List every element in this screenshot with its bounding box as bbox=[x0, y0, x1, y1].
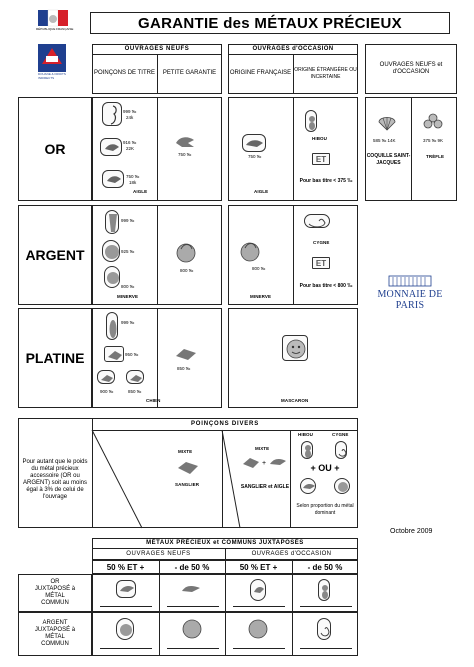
date-label: Octobre 2009 bbox=[390, 528, 433, 535]
dog-head-icon bbox=[98, 371, 116, 385]
juxta-or-hibou-punch bbox=[318, 579, 330, 601]
header-title-punch: POINÇONS DE TITRE bbox=[94, 69, 155, 76]
sanglier-label: SANGLIER bbox=[175, 482, 200, 487]
header-both-label: OUVRAGES NEUFS et d'OCCASION bbox=[379, 62, 443, 75]
boar-head-icon bbox=[241, 455, 261, 471]
divers-eagle-punch bbox=[300, 478, 316, 494]
eagle-head-icon bbox=[117, 581, 137, 599]
argent-925-punch bbox=[102, 240, 120, 262]
header-occasion-label: OUVRAGES d'OCCASION bbox=[252, 45, 334, 52]
sanglier-aigle-label: SANGLIER et AIGLE bbox=[240, 483, 290, 490]
minerve-head-icon bbox=[105, 267, 121, 289]
header-french-origin: ORIGINE FRANÇAISE bbox=[229, 69, 292, 76]
platine-t3: 900 ‰ bbox=[100, 389, 114, 394]
divers-cygne-label: CYGNE bbox=[332, 432, 349, 437]
eagle-head-icon bbox=[251, 580, 267, 602]
header-small-guarantee: PETITE GARANTIE bbox=[162, 69, 217, 76]
dog-head-icon bbox=[127, 371, 145, 385]
argent-minerve-label: MINERVE bbox=[117, 294, 139, 299]
dog-head-icon bbox=[174, 346, 198, 362]
or-t1b: 24k bbox=[126, 115, 134, 120]
juxta-pct1: 50 % ET + bbox=[106, 562, 145, 572]
or-occ-french-name: AIGLE bbox=[254, 189, 269, 194]
argent-999-punch bbox=[105, 210, 119, 234]
argent-occ-french: 800 ‰ bbox=[252, 266, 266, 271]
divers-desc: Pour autant que le poids du métal précieux accessoire (OR ou ARGENT) soit au moins égal à 3% de celui de l'ouvrage bbox=[22, 459, 88, 500]
et-punch-argent: ET bbox=[312, 257, 330, 269]
minerve-head-icon bbox=[181, 618, 203, 640]
divers-minerve-punch bbox=[334, 478, 350, 494]
mixte1-label: MIXTE bbox=[178, 449, 193, 454]
mixte-plus: + bbox=[262, 460, 267, 467]
juxta-pct4: - de 50 % bbox=[307, 562, 343, 572]
juxta-argent-label: ARGENT JUXTAPOSÉ à MÉTAL COMMUN bbox=[34, 620, 76, 647]
or-low-title: Pour bas titre < 375 ‰ bbox=[299, 177, 353, 184]
trefle-label: TRÈFLE bbox=[426, 154, 445, 159]
et-punch: ET bbox=[312, 153, 330, 165]
or-small-mark: 750 ‰ bbox=[178, 152, 192, 157]
platine-t2: 950 ‰ bbox=[125, 352, 139, 357]
juxta-pct3: 50 % ET + bbox=[239, 562, 278, 572]
eagle-head-icon bbox=[101, 139, 123, 157]
minerve-head-icon bbox=[240, 240, 260, 264]
mixte2-label: MIXTE bbox=[255, 446, 270, 451]
diagonal-line bbox=[92, 430, 222, 528]
juxta-pct2: - de 50 % bbox=[174, 562, 210, 572]
monnaie-text: MONNAIE DE PARIS bbox=[377, 289, 443, 311]
argent-t3: 800 ‰ bbox=[121, 284, 135, 289]
platine-small-mark: 850 ‰ bbox=[177, 366, 191, 371]
divers-hibou-label: HIBOU bbox=[298, 432, 313, 437]
swan-icon bbox=[318, 619, 332, 641]
eagle-head-icon bbox=[268, 455, 288, 471]
divers-ou: + OU + bbox=[310, 462, 340, 473]
or-occ-french-punch bbox=[242, 134, 266, 152]
minerve-head-icon bbox=[103, 241, 121, 263]
juxta-title: MÉTAUX PRÉCIEUX et COMMUNS JUXTAPOSÉS bbox=[146, 539, 304, 546]
swan-icon bbox=[305, 215, 331, 229]
or-label: OR bbox=[44, 141, 66, 157]
divers-cygne-punch bbox=[335, 441, 347, 459]
minerve-head-icon bbox=[117, 619, 135, 641]
minerve-head-icon bbox=[176, 241, 196, 265]
monnaie-building-icon bbox=[367, 274, 453, 288]
douane-logo bbox=[38, 44, 66, 86]
or-hibou-label: HIBOU bbox=[312, 136, 327, 141]
dog-head-icon bbox=[105, 347, 125, 363]
juxta-argent-cygne-punch bbox=[317, 618, 331, 640]
or-t1: 999 ‰ bbox=[123, 109, 137, 114]
juxta-or-label: OR JUXTAPOSÉ à MÉTAL COMMUN bbox=[34, 579, 76, 606]
juxta-occ: OUVRAGES d'OCCASION bbox=[251, 550, 332, 557]
mascaron-punch bbox=[282, 335, 308, 361]
boar-head-icon bbox=[176, 458, 200, 478]
minerve-head-icon bbox=[335, 479, 351, 495]
or-t2b: 22K bbox=[126, 146, 135, 151]
vase-icon bbox=[106, 211, 120, 235]
eagle-head-icon bbox=[243, 135, 267, 153]
mascaron-face-icon bbox=[283, 336, 309, 362]
owl-icon bbox=[319, 580, 331, 602]
shell-icon bbox=[377, 112, 397, 132]
juxta-new: OUVRAGES NEUFS bbox=[126, 550, 191, 557]
cygne-punch bbox=[304, 214, 330, 228]
republic-text: RÉPUBLIQUE FRANÇAISE bbox=[36, 27, 74, 31]
or-t2: 916 ‰ bbox=[123, 140, 137, 145]
seahorse-icon bbox=[103, 103, 123, 127]
owl-icon bbox=[302, 442, 314, 460]
platine-t4: 850 ‰ bbox=[128, 389, 142, 394]
title-box bbox=[90, 12, 450, 34]
owl-icon bbox=[306, 111, 318, 133]
eagle-head-icon bbox=[103, 171, 125, 189]
or-t3b: 18k bbox=[129, 180, 137, 185]
argent-t2: 925 ‰ bbox=[121, 249, 135, 254]
page-title: GARANTIE des MÉTAUX PRÉCIEUX bbox=[138, 14, 402, 32]
argent-cygne-label: CYGNE bbox=[313, 240, 330, 245]
coquille-label: COQUILLE SAINT-JACQUES bbox=[366, 153, 411, 166]
platine-label: PLATINE bbox=[25, 350, 85, 366]
divers-hibou-punch bbox=[301, 441, 313, 459]
eagle-head-icon bbox=[301, 479, 317, 495]
argent-occ-french-name: MINERVE bbox=[250, 294, 272, 299]
platine-t1: 999 ‰ bbox=[121, 320, 135, 325]
argent-label: ARGENT bbox=[25, 247, 85, 263]
or-occ-french: 750 ‰ bbox=[248, 154, 262, 159]
or-t3: 750 ‰ bbox=[126, 174, 140, 179]
argent-800-punch bbox=[104, 266, 120, 288]
platine-850-punch bbox=[126, 370, 144, 384]
bird-icon bbox=[107, 313, 119, 341]
header-new-label: OUVRAGES NEUFS bbox=[124, 45, 190, 52]
header-foreign-origin: ORIGINE ÉTRANGÈRE OU INCERTAINE bbox=[294, 67, 357, 80]
argent-t1: 999 ‰ bbox=[121, 218, 135, 223]
platine-999-punch bbox=[106, 312, 118, 340]
juxta-or-eagle-punch bbox=[116, 580, 136, 598]
douane-text: DOUANE & DROITS INDIRECTS bbox=[38, 72, 66, 80]
or-aigle-label: AIGLE bbox=[133, 189, 148, 194]
platine-chien-label: CHIEN bbox=[146, 398, 161, 403]
argent-small-mark: 800 ‰ bbox=[180, 268, 194, 273]
platine-900-punch bbox=[97, 370, 115, 384]
coquille-value: 585 ‰ 14K bbox=[373, 138, 396, 143]
eagle-head-icon bbox=[174, 133, 198, 151]
or-seahorse-punch bbox=[102, 102, 122, 126]
swan-icon bbox=[336, 442, 348, 460]
monnaie-logo bbox=[367, 274, 453, 311]
republic-logo bbox=[36, 10, 74, 36]
trefle-value: 375 ‰ 9K bbox=[423, 138, 444, 143]
platine-950-punch bbox=[104, 346, 124, 362]
divers-title: POINÇONS DIVERS bbox=[190, 421, 259, 427]
trefle-icon bbox=[423, 112, 443, 132]
argent-low-title: Pour bas titre < 800 ‰ bbox=[299, 282, 353, 289]
eagle-head-icon bbox=[180, 582, 202, 598]
juxta-argent-minerve-punch bbox=[116, 618, 134, 640]
juxta-or-occ-punch bbox=[250, 579, 266, 601]
or-22k-punch bbox=[100, 138, 122, 156]
marianne-flag-icon bbox=[38, 10, 68, 26]
minerve-head-icon bbox=[247, 618, 269, 640]
mascaron-label: MASCARON bbox=[281, 398, 309, 403]
hibou-punch bbox=[305, 110, 317, 132]
or-18k-punch bbox=[102, 170, 124, 188]
douane-icon bbox=[38, 44, 66, 72]
divers-proportion: Selon proportion du métal dominant bbox=[296, 503, 354, 516]
